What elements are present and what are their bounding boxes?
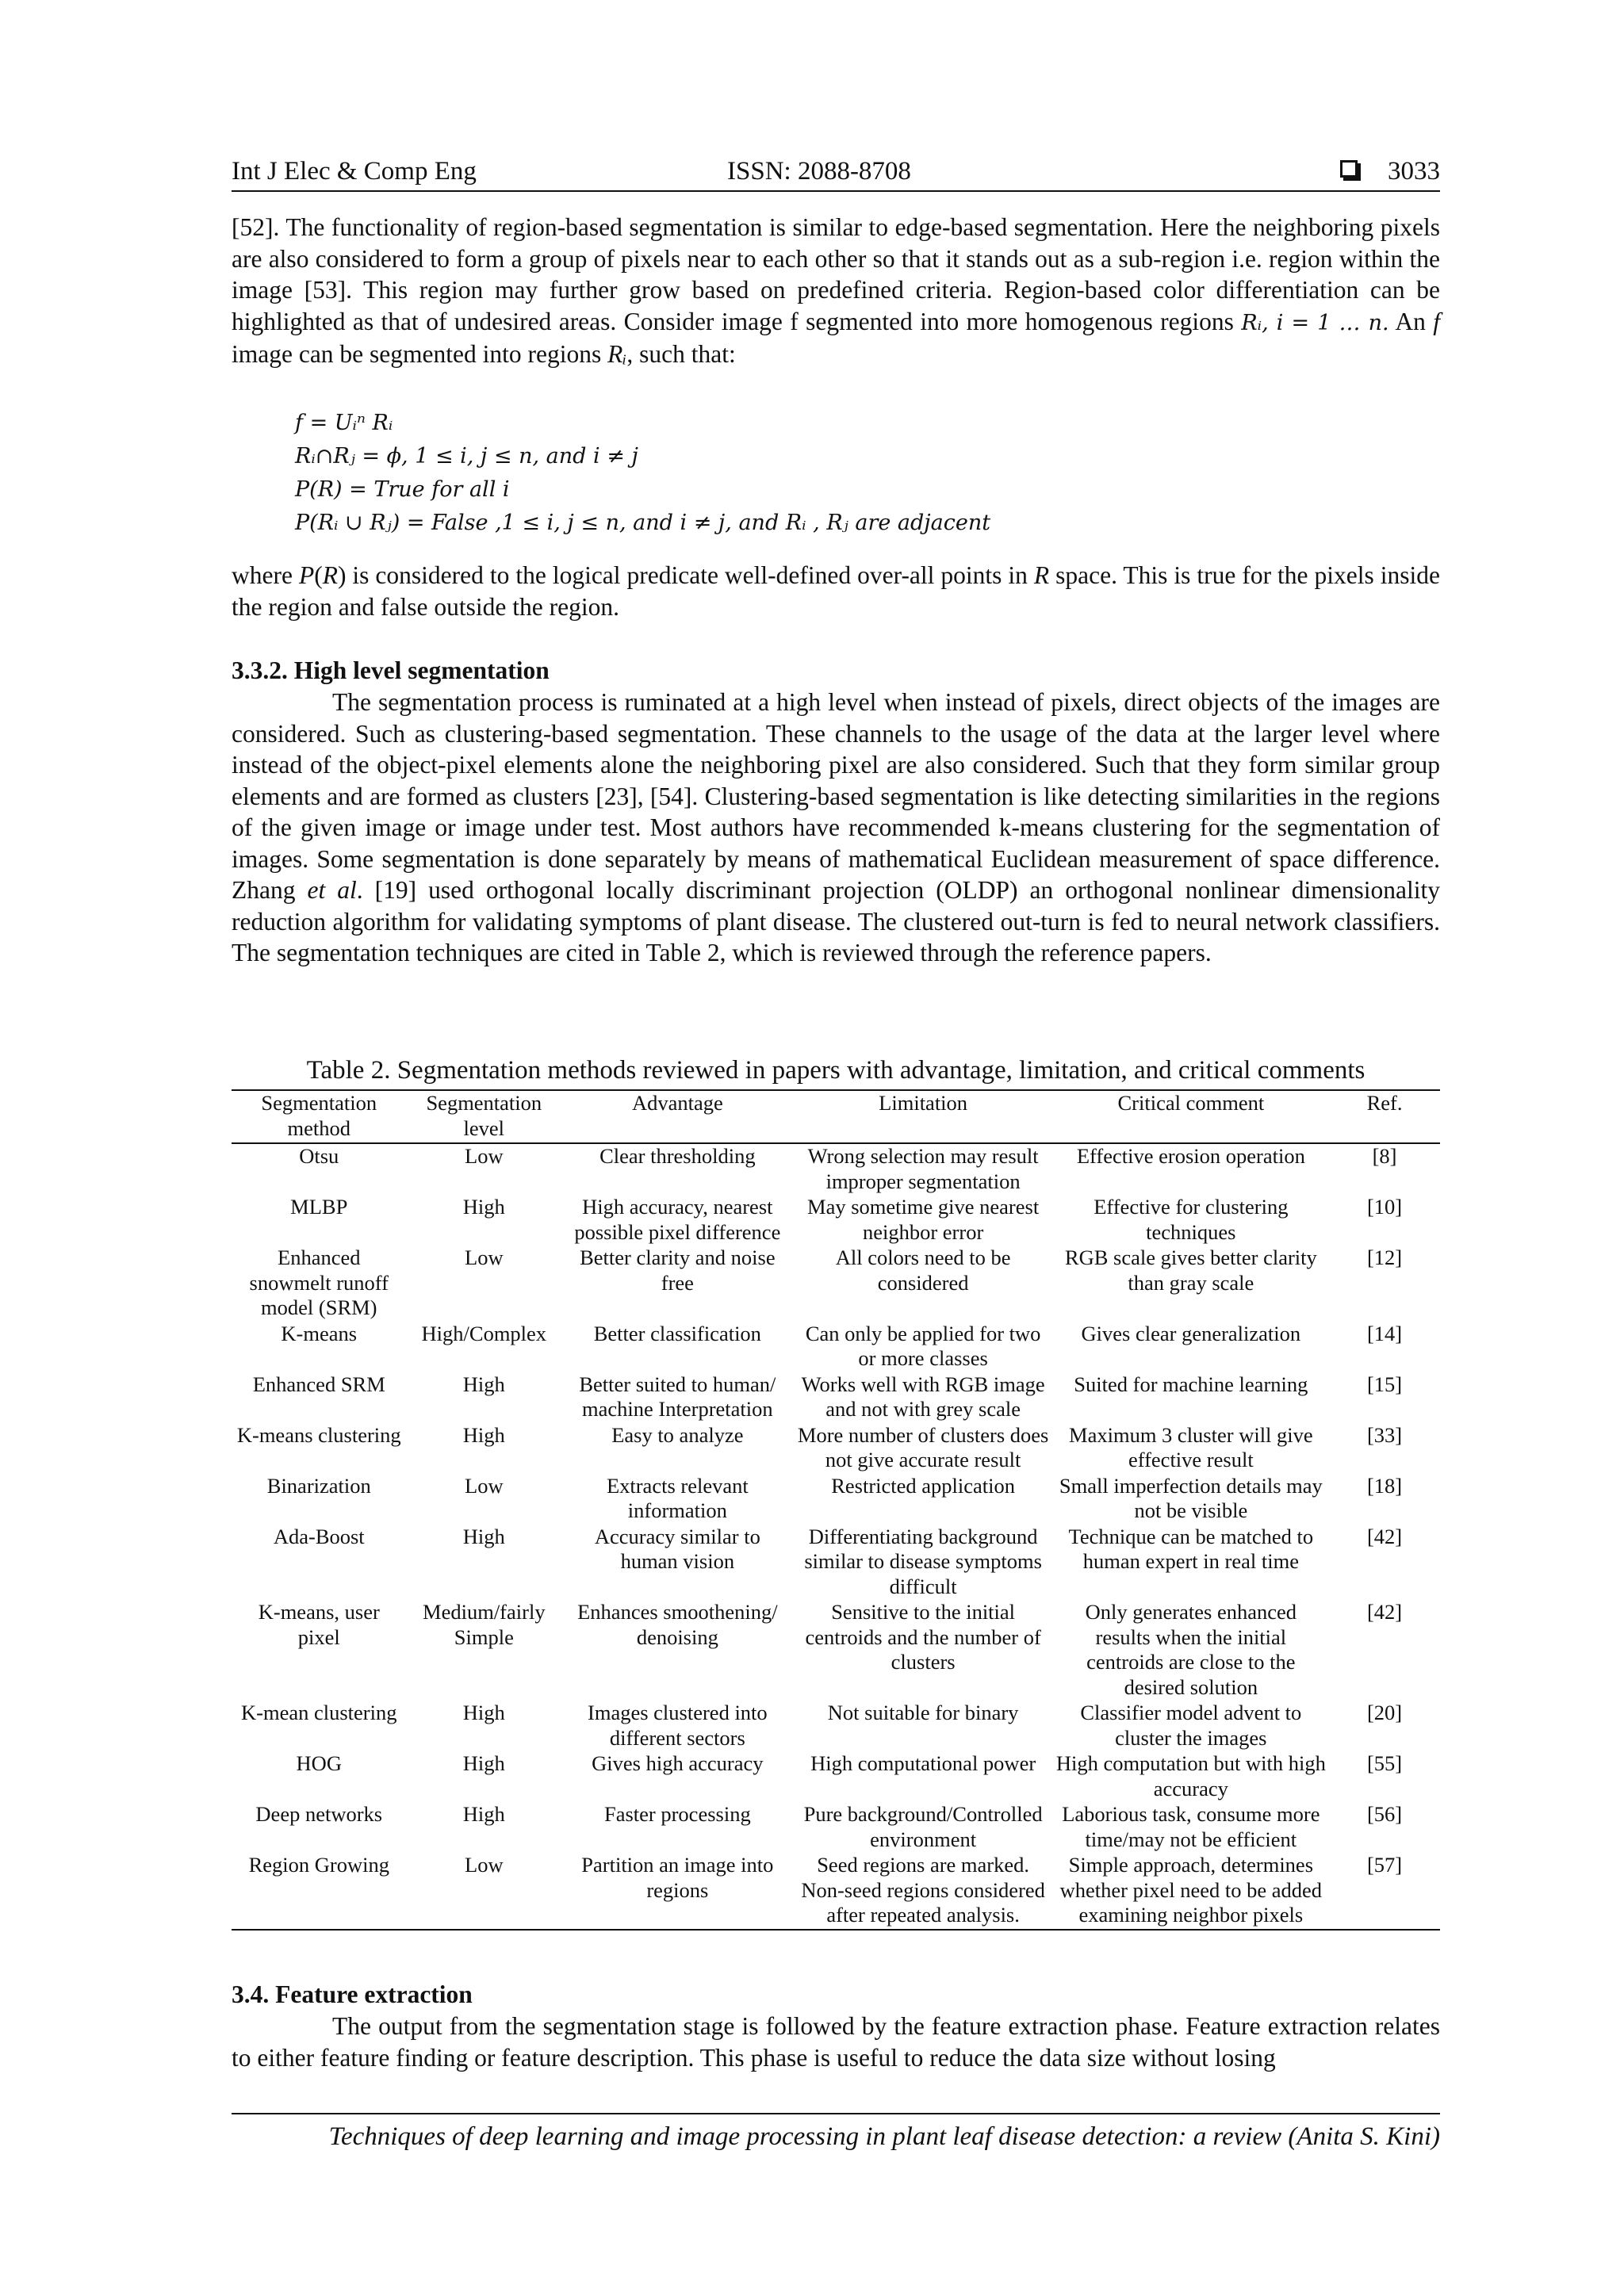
table-cell: [33] — [1366, 1422, 1403, 1447]
table-cell: High — [462, 1802, 505, 1826]
table-row — [232, 1322, 1440, 1372]
table-row — [232, 1701, 1440, 1751]
table-cell: Accuracy similar to human vision — [594, 1524, 760, 1573]
table-cell: All colors need to be considered — [835, 1246, 1011, 1295]
table-row — [232, 1525, 1440, 1601]
intro-paragraph — [232, 212, 1440, 370]
where-math: R — [1033, 561, 1050, 589]
table-cell: Simple approach, determines whether pixel need to be added examining neighbor pixels — [1059, 1853, 1323, 1927]
table-cell: Restricted application — [831, 1473, 1016, 1498]
table-cell: K-means, user pixel — [258, 1600, 380, 1649]
table-cell: Low — [465, 1144, 504, 1168]
table-cell: K-means — [281, 1321, 358, 1345]
table-cell: Binarization — [266, 1473, 371, 1498]
table-cell: Wrong selection may result improper segmentation — [807, 1144, 1039, 1193]
table-row — [232, 1600, 1440, 1701]
column-header: Ref. — [1329, 1090, 1440, 1143]
table-cell: High — [462, 1372, 505, 1396]
square-box-icon — [1340, 160, 1358, 178]
table-cell: Pure background/Controlled environment — [803, 1802, 1043, 1851]
table-cell: Enhanced SRM — [252, 1372, 385, 1396]
section-text: . [19] used orthogonal locally discriminant projection (OLDP) an orthogonal nonlinear dimensionality reduction algorithm for validating symptoms of plant disease. The clustered out-turn is fed to neural network classifiers. The segmentation techniques are cited in Table 2, which is reviewed through the reference papers. — [232, 876, 1440, 966]
table-cell: Effective for clustering techniques — [1094, 1195, 1289, 1244]
where-text: ) is considered to the logical predicate well-defined over-all points in — [337, 561, 1034, 589]
segmentation-table — [232, 1089, 1440, 1931]
section-paragraph: The output from the segmentation stage is followed by the feature extraction phase. Feature extraction relates to either feature finding or feature description. This phase is useful to reduce the data size without losing — [232, 2012, 1440, 2072]
table-row — [232, 1474, 1440, 1525]
table-cell: Gives clear generalization — [1081, 1321, 1301, 1345]
equation-block — [295, 407, 1437, 540]
table-cell: Low — [465, 1246, 504, 1269]
table-cell: Better classification — [593, 1321, 761, 1345]
table-cell: [42] — [1366, 1600, 1403, 1624]
intro-text-3: image can be segmented into regions — [232, 340, 608, 368]
table-cell: Suited for machine learning — [1074, 1372, 1308, 1396]
where-math: R — [322, 561, 338, 589]
section-3-4 — [232, 1979, 1440, 2073]
where-paragraph — [232, 560, 1440, 622]
table-cell: Can only be applied for two or more classes — [805, 1321, 1041, 1370]
table-cell: Images clustered into different sectors — [588, 1701, 768, 1750]
table-cell: Low — [465, 1473, 504, 1498]
column-header: Segmentation level — [407, 1090, 562, 1143]
table-cell: [42] — [1366, 1524, 1403, 1548]
section-heading: 3.4. Feature extraction — [232, 1980, 473, 2008]
column-header: Critical comment — [1053, 1090, 1329, 1143]
table-cell: Partition an image into regions — [581, 1853, 774, 1902]
table-cell: [8] — [1372, 1144, 1397, 1168]
table-cell: High accuracy, nearest possible pixel difference — [574, 1195, 781, 1244]
table-cell: Medium/fairly Simple — [423, 1600, 546, 1649]
table-cell: High computation but with high accuracy — [1055, 1751, 1326, 1800]
intro-text-1: [52]. The functionality of region-based segmentation is similar to edge-based segmentation. Here the neighboring pixels are also considered to form a group of pixels near to each other so that it stands out as a sub-region i.e. region within the image [53]. This region may further grow based on predefined criteria. Region-based color differentiation can be highlighted as that of undesired areas. Consider image f segmented into more homogenous regions — [232, 213, 1440, 335]
intro-block — [232, 212, 1440, 370]
table-cell: Only generates enhanced results when the initial centroids are close to the desired solution — [1085, 1600, 1297, 1699]
table-row — [232, 1372, 1440, 1423]
table-cell: [20] — [1366, 1701, 1403, 1724]
table-header-row — [232, 1090, 1440, 1143]
table-cell: Seed regions are marked. Non-seed regions considered after repeated analysis. — [801, 1853, 1045, 1927]
table-cell: More number of clusters does not give accurate result — [797, 1422, 1049, 1471]
table-cell: Ada-Boost — [273, 1524, 365, 1548]
table-row — [232, 1246, 1440, 1322]
page-number: 3033 — [1388, 157, 1440, 186]
table-cell: Low — [465, 1853, 504, 1877]
table-cell: Small imperfection details may not be visible — [1059, 1473, 1323, 1522]
section-paragraph — [232, 687, 1440, 969]
table-cell: Better clarity and noise free — [580, 1246, 776, 1295]
table-cell: Faster processing — [603, 1802, 751, 1826]
table-cell: Differentiating background similar to disease symptoms difficult — [804, 1524, 1042, 1598]
intro-math-2: f — [1433, 307, 1440, 335]
where-text: ( — [314, 561, 323, 589]
where-block — [232, 560, 1440, 622]
table-row — [232, 1143, 1440, 1195]
table-cell: [10] — [1366, 1195, 1403, 1219]
where-text: space. This is true for the pixels inside the region and false outside the region. — [232, 561, 1441, 621]
section-3-3-2 — [232, 655, 1440, 969]
intro-math-3: Rᵢ — [607, 340, 627, 368]
table-cell: [57] — [1366, 1853, 1403, 1877]
table-cell: Better suited to human/ machine Interpretation — [579, 1372, 776, 1421]
table-cell: High — [462, 1422, 505, 1447]
table-cell: [15] — [1366, 1372, 1403, 1396]
column-header: Advantage — [561, 1090, 794, 1143]
table-cell: Maximum 3 cluster will give effective result — [1069, 1422, 1313, 1471]
table-cell: HOG — [296, 1751, 342, 1775]
table-cell: Extracts relevant information — [606, 1473, 749, 1522]
table-cell: [55] — [1366, 1751, 1403, 1775]
table-cell: Laborious task, consume more time/may not be efficient — [1062, 1802, 1320, 1851]
table-cell: Otsu — [299, 1144, 339, 1168]
equation-line: P(R) = True for all i — [295, 477, 510, 502]
section-heading: 3.3.2. High level segmentation — [232, 656, 550, 684]
table-cell: MLBP — [290, 1195, 348, 1219]
table-cell: [12] — [1366, 1246, 1403, 1269]
table-cell: Classifier model advent to cluster the images — [1080, 1701, 1302, 1750]
table-row — [232, 1802, 1440, 1853]
et-al-italic: et al — [307, 876, 357, 904]
where-math: P — [298, 561, 315, 589]
table-cell: [56] — [1366, 1802, 1403, 1826]
where-text: where — [232, 561, 299, 589]
column-header: Segmentation method — [232, 1090, 407, 1143]
table-cell: High — [462, 1195, 505, 1219]
table-cell: Enhanced snowmelt runoff model (SRM) — [249, 1246, 389, 1319]
table-row — [232, 1423, 1440, 1474]
table-cell: [14] — [1366, 1321, 1403, 1345]
table-row — [232, 1853, 1440, 1930]
table-cell: K-mean clustering — [241, 1701, 397, 1724]
table-cell: Technique can be matched to human expert in real time — [1068, 1524, 1314, 1573]
table-cell: K-means clustering — [236, 1422, 401, 1447]
table-cell: Effective erosion operation — [1076, 1144, 1305, 1168]
table-cell: High computational power — [810, 1751, 1036, 1775]
table-row — [232, 1195, 1440, 1246]
equation-line: f = Uᵢⁿ Rᵢ — [295, 411, 393, 435]
intro-math-1: Rᵢ, i = 1 … n. — [1241, 310, 1389, 335]
table-caption: Table 2. Segmentation methods reviewed in papers with advantage, limitation, and critical comments — [306, 1056, 1365, 1085]
intro-text-4: , such that: — [626, 340, 736, 368]
table-cell: Easy to analyze — [611, 1422, 744, 1447]
table-cell: High — [462, 1751, 505, 1775]
table-cell: High — [462, 1524, 505, 1548]
table-cell: May sometime give nearest neighbor error — [807, 1195, 1040, 1244]
running-header — [232, 155, 1440, 192]
table-cell: RGB scale gives better clarity than gray scale — [1064, 1246, 1317, 1295]
equation-line: P(Rᵢ ∪ Rⱼ) = False ,1 ≤ i, j ≤ n, and i ≠ j, and Rᵢ , Rⱼ are adjacent — [295, 511, 991, 535]
table-cell: Sensitive to the initial centroids and the number of clusters — [805, 1600, 1041, 1674]
table-cell: [18] — [1366, 1473, 1403, 1498]
table-cell: High — [462, 1701, 505, 1724]
table-cell: Gives high accuracy — [592, 1751, 764, 1775]
intro-text-2: An — [1388, 307, 1434, 335]
equation-line: Rᵢ∩Rⱼ = ϕ, 1 ≤ i, j ≤ n, and i ≠ j — [295, 444, 638, 469]
table-cell: Clear thresholding — [599, 1144, 756, 1168]
column-header: Limitation — [794, 1090, 1053, 1143]
table-cell: High/Complex — [421, 1321, 547, 1345]
section-text: The segmentation process is ruminated at a high level when instead of pixels, direct objects of the images are considered. Such as clustering-based segmentation. These channels to the usage of the data at the larger level where instead of the object-pixel elements alone the neighboring pixel are also considered. Such that they form similar group elements and are formed as clusters [23], [54]. Clustering-based segmentation is like detecting similarities in the regions of the given image or image under test. Most authors have recommended k-means clustering for the segmentation of images. Some segmentation is done separately by means of mathematical Euclidean measurement of space difference. Zhang — [232, 688, 1440, 904]
table-cell: Enhances smoothening/ denoising — [577, 1600, 778, 1649]
issn: ISSN: 2088-8708 — [727, 157, 911, 186]
running-footer: Techniques of deep learning and image processing in plant leaf disease detection: a review (Anita S. Kini) — [232, 2113, 1440, 2152]
table-cell: Region Growing — [248, 1853, 389, 1877]
table-row — [232, 1751, 1440, 1802]
table-cell: Deep networks — [255, 1802, 383, 1826]
table-cell: Not suitable for binary — [827, 1701, 1019, 1724]
table-cell: Works well with RGB image and not with grey scale — [801, 1372, 1045, 1421]
journal-name: Int J Elec & Comp Eng — [232, 157, 477, 186]
